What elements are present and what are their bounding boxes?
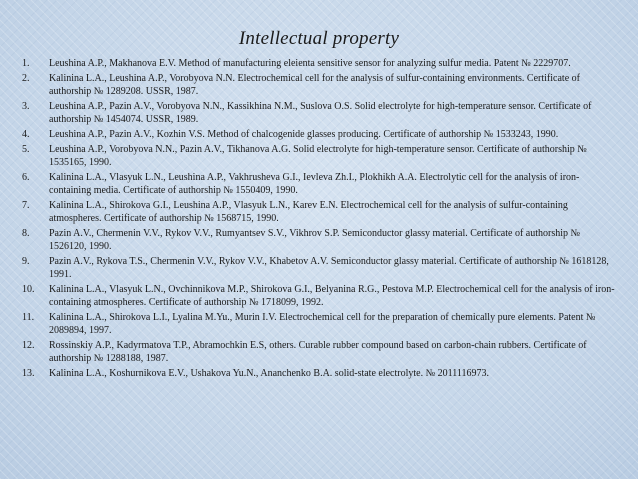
item-text: Leushina A.P., Makhanova E.V. Method of manufacturing eleienta sensitive sensor for analyzing sulfur media. Patent № 2229707. [49,58,571,69]
list-item [22,100,618,126]
list-item [22,57,618,70]
item-text: Kalinina L.A., Vlasyuk L.N., Ovchinnikova M.P., Shirokova G.I., Belyanina R.G., Pestova M.P. Electrochemical cell for the analysis of iron-containing atmospheres. Certificate of authorship № 1718099, 1992. [49,284,615,308]
list-item [22,255,618,281]
item-text: Leushina A.P., Pazin A.V., Kozhin V.S. Method of chalcogenide glasses producing. Certificate of authorship № 1533243, 1990. [49,129,559,140]
list-item [22,171,618,197]
list-item [22,339,618,365]
list-item [22,128,618,141]
item-number: 3. [22,101,30,112]
item-text: Kalinina L.A., Leushina A.P., Vorobyova N.N. Electrochemical cell for the analysis of sulfur-containing environments. Certificate of authorship № 1289208. USSR, 1987. [49,73,580,97]
item-number: 8. [22,228,30,239]
item-number: 5. [22,144,30,155]
item-text: Pazin A.V., Chermenin V.V., Rykov V.V., Rumyantsev S.V., Vikhrov S.P. Semiconductor glassy material. Certificate of authorship № 1526120, 1990. [49,228,581,252]
item-text: Rossinskiy A.P., Kadyrmatova T.P., Abramochkin E.S, others. Curable rubber compound based on carbon-chain rubbers. Certificate of authorship № 1288188, 1987. [49,340,587,364]
item-text: Leushina A.P., Vorobyova N.N., Pazin A.V., Tikhanova A.G. Solid electrolyte for high-temperature sensor. Certificate of authorship № 1535165, 1990. [49,144,587,168]
item-number: 13. [22,368,35,379]
list-item [22,199,618,225]
item-number: 6. [22,172,30,183]
list-item [22,367,618,380]
item-text: Kalinina L.A., Vlasyuk L.N., Leushina A.P., Vakhrusheva G.I., Ievleva Zh.I., Plokhikh A.A. Electrolytic cell for the analysis of iron-containing media. Certificate of authorship № 1550409, 1990. [49,172,580,196]
list-item [22,227,618,253]
item-text: Kalinina L.A., Koshurnikova E.V., Ushakova Yu.N., Ananchenko B.A. solid-state electrolyte. № 2011116973. [49,368,490,379]
slide-title: Intellectual property [238,28,400,49]
item-number: 12. [22,340,35,351]
item-text: Kalinina L.A., Shirokova L.I., Lyalina M.Yu., Murin I.V. Electrochemical cell for the preparation of chemically pure elements. Patent № 2089894, 1997. [49,312,596,336]
list-item [22,311,618,337]
item-number: 2. [22,73,30,84]
item-number: 10. [22,284,35,295]
item-number: 1. [22,58,30,69]
list-item [22,143,618,169]
item-text: Leushina A.P., Pazin A.V., Vorobyova N.N., Kassikhina N.M., Suslova O.S. Solid electrolyte for high-temperature sensor. Certificate of authorship № 1454074. USSR, 1989. [49,101,592,125]
item-text: Kalinina L.A., Shirokova G.I., Leushina A.P., Vlasyuk L.N., Karev E.N. Electrochemical cell for the analysis of sulfur-containing atmospheres. Certificate of authorship № 1568715, 1990. [49,200,568,224]
item-text: Pazin A.V., Rykova T.S., Chermenin V.V., Rykov V.V., Khabetov A.V. Semiconductor glassy material. Certificate of authorship № 1618128, 1991. [49,256,609,280]
item-number: 4. [22,129,30,140]
item-number: 11. [22,312,35,323]
reference-list [22,57,618,382]
list-item [22,283,618,309]
item-number: 7. [22,200,30,211]
list-item [22,72,618,98]
item-number: 9. [22,256,30,267]
